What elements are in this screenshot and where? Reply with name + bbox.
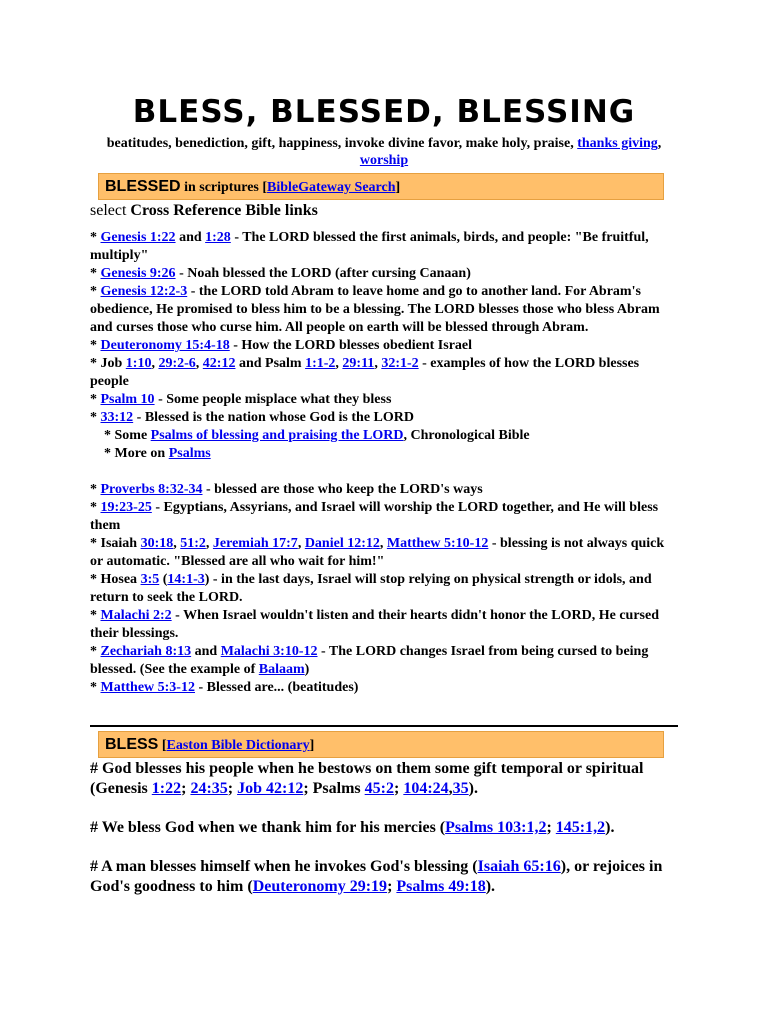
thanks-giving-link[interactable]: thanks giving (577, 136, 658, 151)
select-line (90, 201, 318, 221)
scripture-link[interactable]: Genesis 12:2-3 (100, 284, 188, 299)
entry-text: * (90, 230, 101, 245)
blessed-section-text: in scriptures [ (180, 180, 268, 195)
scripture-link[interactable]: Psalms 103:1,2 (445, 819, 547, 836)
scripture-link[interactable]: Psalm 10 (100, 392, 155, 407)
entry-text: * (90, 680, 101, 695)
bless-section-tag: BLESS (105, 736, 159, 753)
entry-text: ; (227, 780, 238, 797)
blessed-section-close: ] (395, 180, 401, 195)
dictionary-entry (90, 857, 690, 897)
entry-text: - Egyptians, Assyrians, and Israel will worship the LORD together, and He will bless them (90, 500, 659, 533)
entry-text: - Blessed are... (beatitudes) (194, 680, 359, 695)
page-title: BLESS, BLESSED, BLESSING (132, 94, 636, 130)
scripture-link[interactable]: Genesis 9:26 (100, 266, 176, 281)
entry-text: * (90, 644, 101, 659)
entry-text: - The LORD blessed the first animals, birds, and people: "Be fruitful, multiply" (90, 230, 649, 263)
entry-text: ). (605, 819, 615, 836)
scripture-list (90, 229, 670, 697)
scripture-link[interactable]: Zechariah 8:13 (100, 644, 192, 659)
easton-dictionary-link[interactable]: Easton Bible Dictionary (166, 738, 310, 753)
entry-text: , (151, 356, 159, 371)
list-item (90, 409, 670, 427)
entry-text: , (335, 356, 343, 371)
dictionary-entry (90, 759, 690, 799)
list-item (90, 643, 670, 679)
entry-text: , (448, 780, 453, 797)
entry-text: # A man blesses himself when he invokes God's blessing ( (90, 858, 478, 875)
entry-text: , (297, 536, 305, 551)
entry-text: ( (159, 572, 168, 587)
subtitle-separator: , (657, 136, 662, 151)
scripture-link[interactable]: 51:2 (180, 536, 206, 551)
scripture-link[interactable]: Proverbs 8:32-34 (100, 482, 203, 497)
list-item (90, 445, 670, 463)
entry-text: * Job (90, 356, 126, 371)
scripture-link[interactable]: Daniel 12:12 (304, 536, 380, 551)
entry-text: - the LORD told Abram to leave home and go to another land. For Abram's obedience, He promised to bless him to be a blessing. The LORD blesses those who bless Abram and curses those who curse him. All people on earth will be blessed through Abram. (90, 284, 660, 335)
scripture-link[interactable]: 42:12 (202, 356, 236, 371)
biblegateway-search-link[interactable]: BibleGateway Search (267, 180, 396, 195)
scripture-link[interactable]: Malachi 3:10-12 (220, 644, 318, 659)
list-item (90, 355, 670, 391)
scripture-link[interactable]: 33:12 (100, 410, 134, 425)
entry-text: , Chronological Bible (403, 428, 530, 443)
scripture-link[interactable]: 35 (452, 780, 469, 797)
entry-text: ). (468, 780, 478, 797)
list-item (90, 607, 670, 643)
scripture-link[interactable]: 1:10 (125, 356, 152, 371)
entry-text: ; (387, 878, 397, 895)
scripture-link[interactable]: Job 42:12 (237, 780, 304, 797)
list-item (90, 481, 670, 499)
scripture-link[interactable]: 32:1-2 (381, 356, 419, 371)
entry-text: ; (546, 819, 556, 836)
entry-text: ; (181, 780, 191, 797)
scripture-link[interactable]: Psalms 49:18 (396, 878, 486, 895)
subtitle (100, 135, 668, 169)
entry-text: * (90, 482, 101, 497)
entry-text: * (90, 410, 101, 425)
worship-link[interactable]: worship (359, 153, 409, 168)
entry-text: ) - in the last days, Israel will stop relying on physical strength or idols, and return to seek the LORD. (90, 572, 652, 605)
dictionary-entries (90, 759, 690, 916)
entry-text: - Some people misplace what they bless (154, 392, 392, 407)
list-item (90, 571, 670, 607)
list-item (90, 391, 670, 409)
entry-text: ), or rejoices in God's goodness to him ( (90, 858, 663, 895)
entry-text: and (191, 644, 221, 659)
list-item (90, 427, 670, 445)
entry-text: - Noah blessed the LORD (after cursing Canaan) (175, 266, 471, 281)
scripture-link[interactable]: 1:22 (151, 780, 182, 797)
entry-text: , (374, 356, 382, 371)
entry-text: ). (485, 878, 496, 895)
entry-text: ; Psalms (303, 780, 365, 797)
entry-text: and Psalm (235, 356, 306, 371)
list-item (90, 337, 670, 355)
entry-text: ; (393, 780, 404, 797)
bless-section-header (98, 731, 664, 758)
entry-text: , (173, 536, 181, 551)
section-divider (90, 725, 678, 727)
scripture-link[interactable]: Isaiah 65:16 (477, 858, 561, 875)
scripture-link[interactable]: Psalms of blessing and praising the LORD (150, 428, 404, 443)
scripture-link[interactable]: 29:11 (342, 356, 375, 371)
list-item (90, 265, 670, 283)
entry-text: * (90, 392, 101, 407)
scripture-link[interactable]: Jeremiah 17:7 (212, 536, 298, 551)
entry-text: * Some (104, 428, 151, 443)
bless-section-close: ] (309, 738, 315, 753)
list-item (90, 499, 670, 535)
entry-text: - How the LORD blesses obedient Israel (229, 338, 473, 353)
entry-text: * More on (104, 446, 169, 461)
scripture-link[interactable]: Genesis 1:22 (100, 230, 176, 245)
list-spacer (90, 463, 670, 481)
scripture-link[interactable]: Psalms (168, 446, 211, 461)
entry-text: * (90, 608, 101, 623)
dictionary-entry (90, 818, 690, 838)
entry-text: * Isaiah (90, 536, 141, 551)
bless-section-text: [ (158, 738, 167, 753)
scripture-link[interactable]: Matthew 5:3-12 (100, 680, 195, 695)
select-bold: Cross Reference Bible links (130, 202, 318, 219)
scripture-link[interactable]: 29:2-6 (158, 356, 196, 371)
scripture-link[interactable]: 45:2 (364, 780, 394, 797)
blessed-section-header (98, 173, 664, 200)
entry-text: * (90, 500, 101, 515)
scripture-link[interactable]: Deuteronomy 15:4-18 (100, 338, 230, 353)
entry-text: and (175, 230, 206, 245)
scripture-link[interactable]: 104:24 (403, 780, 449, 797)
entry-text: # We bless God when we thank him for his mercies ( (90, 819, 446, 836)
entry-text: , (205, 536, 213, 551)
entry-text: # God blesses his people when he bestows on them some gift temporal or spiritual (Genesis (90, 760, 644, 797)
scripture-link[interactable]: 1:1-2 (305, 356, 336, 371)
entry-text: * (90, 266, 101, 281)
blessed-section-tag: BLESSED (105, 178, 181, 195)
list-item (90, 283, 670, 337)
entry-text: - examples of how the LORD blesses people (90, 356, 640, 389)
scripture-link[interactable]: 24:35 (190, 780, 228, 797)
entry-text: - The LORD changes Israel from being cursed to being blessed. (See the example of (90, 644, 649, 677)
entry-text: * (90, 284, 101, 299)
entry-text: ) (304, 662, 310, 677)
scripture-link[interactable]: 19:23-25 (100, 500, 152, 515)
scripture-link[interactable]: 14:1-3 (167, 572, 205, 587)
scripture-link[interactable]: Balaam (258, 662, 305, 677)
scripture-link[interactable]: Malachi 2:2 (100, 608, 172, 623)
entry-text: * Hosea (90, 572, 141, 587)
scripture-link[interactable]: 145:1,2 (555, 819, 606, 836)
list-item (90, 229, 670, 265)
scripture-link[interactable]: 3:5 (140, 572, 160, 587)
entry-text: , (379, 536, 387, 551)
entry-text: , (195, 356, 203, 371)
entry-text: - blessed are those who keep the LORD's ways (202, 482, 483, 497)
scripture-link[interactable]: Matthew 5:10-12 (386, 536, 489, 551)
entry-text: * (90, 338, 101, 353)
entry-text: - When Israel wouldn't listen and their hearts didn't honor the LORD, He cursed their blessings. (90, 608, 659, 641)
list-item (90, 679, 670, 697)
select-lead: select (90, 202, 131, 219)
entry-text: - Blessed is the nation whose God is the LORD (133, 410, 414, 425)
subtitle-text: beatitudes, benediction, gift, happiness, invoke divine favor, make holy, praise, (106, 136, 578, 151)
entry-text: - blessing is not always quick or automatic. "Blessed are all who wait for him!" (90, 536, 665, 569)
scripture-link[interactable]: 1:28 (205, 230, 231, 245)
scripture-link[interactable]: Deuteronomy 29:19 (252, 878, 388, 895)
list-item (90, 535, 670, 571)
scripture-link[interactable]: 30:18 (140, 536, 174, 551)
